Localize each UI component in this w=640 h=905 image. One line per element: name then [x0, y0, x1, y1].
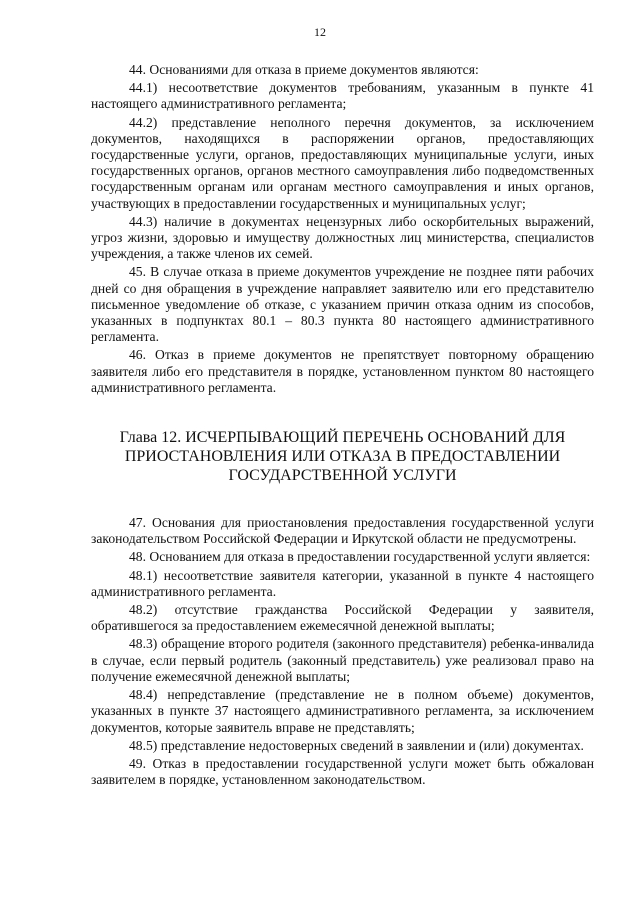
chapter-heading [91, 428, 594, 485]
paragraph-49: 49. Отказ в предоставлении государственной услуги может быть обжалован заявителем в порядке, установленном законодательством. [91, 755, 594, 788]
paragraph-48-3: 48.3) обращение второго родителя (законного представителя) ребенка-инвалида в случае, если первый родитель (законный представитель) уже реализовал право на получение ежемесячной денежной выплаты; [91, 636, 594, 684]
page-number: 12 [314, 25, 326, 39]
paragraph-46: 46. Отказ в приеме документов не препятствует повторному обращению заявителя либо его представителя в порядке, установленном пунктом 80 настоящего административного регламента. [91, 347, 594, 395]
chapter-heading-line-2: ПРИОСТАНОВЛЕНИЯ ИЛИ ОТКАЗА В ПРЕДОСТАВЛЕНИИ [124, 448, 561, 466]
paragraph-48-5: 48.5) представление недостоверных сведений в заявлении и (или) документах. [129, 737, 584, 753]
paragraph-45: 45. В случае отказа в приеме документов учреждение не позднее пяти рабочих дней со дня обращения в учреждение направляет заявителю или его представителю письменное уведомление об отказе, с указанием причин отказа одним из способов, указанных в подпунктах 80.1 – 80.3 пункта 80 настоящего административного регламента. [91, 264, 594, 345]
paragraph-44-2: 44.2) представление неполного перечня документов, за исключением документов, находящихся в распоряжении органов, предоставляющих государственные услуги, органов, предоставляющих муниципальные услуги, иных государственных органов, органов местного самоуправления либо подведомственных государственным органам или органам местного самоуправления и иных органов, участвующих в предоставлении государственных и муниципальных услуг; [91, 114, 594, 211]
chapter-heading-line-3: ГОСУДАРСТВЕННОЙ УСЛУГИ [228, 467, 457, 485]
paragraph-47: 47. Основания для приостановления предоставления государственной услуги законодательством Российской Федерации и Иркутской области не предусмотрены. [91, 515, 594, 547]
paragraph-48-4: 48.4) непредставление (представление не в полном объеме) документов, указанных в пункте 37 настоящего административного регламента, за исключением документов, которые заявитель вправе не представлять; [91, 687, 594, 735]
chapter-heading-line-1: Глава 12. ИСЧЕРПЫВАЮЩИЙ ПЕРЕЧЕНЬ ОСНОВАНИЙ ДЛЯ [119, 429, 566, 447]
paragraph-44-3: 44.3) наличие в документах нецензурных либо оскорбительных выражений, угроз жизни, здоровью и имуществу должностных лиц министерства, специалистов учреждения, а также членов их семей. [91, 213, 594, 262]
paragraph-44: 44. Основаниями для отказа в приеме документов являются: [129, 62, 479, 77]
paragraph-44-1: 44.1) несоответствие документов требованиям, указанным в пункте 41 настоящего административного регламента; [91, 80, 594, 112]
paragraph-48-2: 48.2) отсутствие гражданства Российской Федерации у заявителя, обратившегося за предоставлением ежемесячной денежной выплаты; [91, 602, 594, 634]
paragraph-48: 48. Основанием для отказа в предоставлении государственной услуги является: [129, 549, 591, 565]
document-body [91, 62, 594, 790]
paragraph-48-1: 48.1) несоответствие заявителя категории, указанной в пункте 4 настоящего административного регламента. [91, 567, 594, 599]
